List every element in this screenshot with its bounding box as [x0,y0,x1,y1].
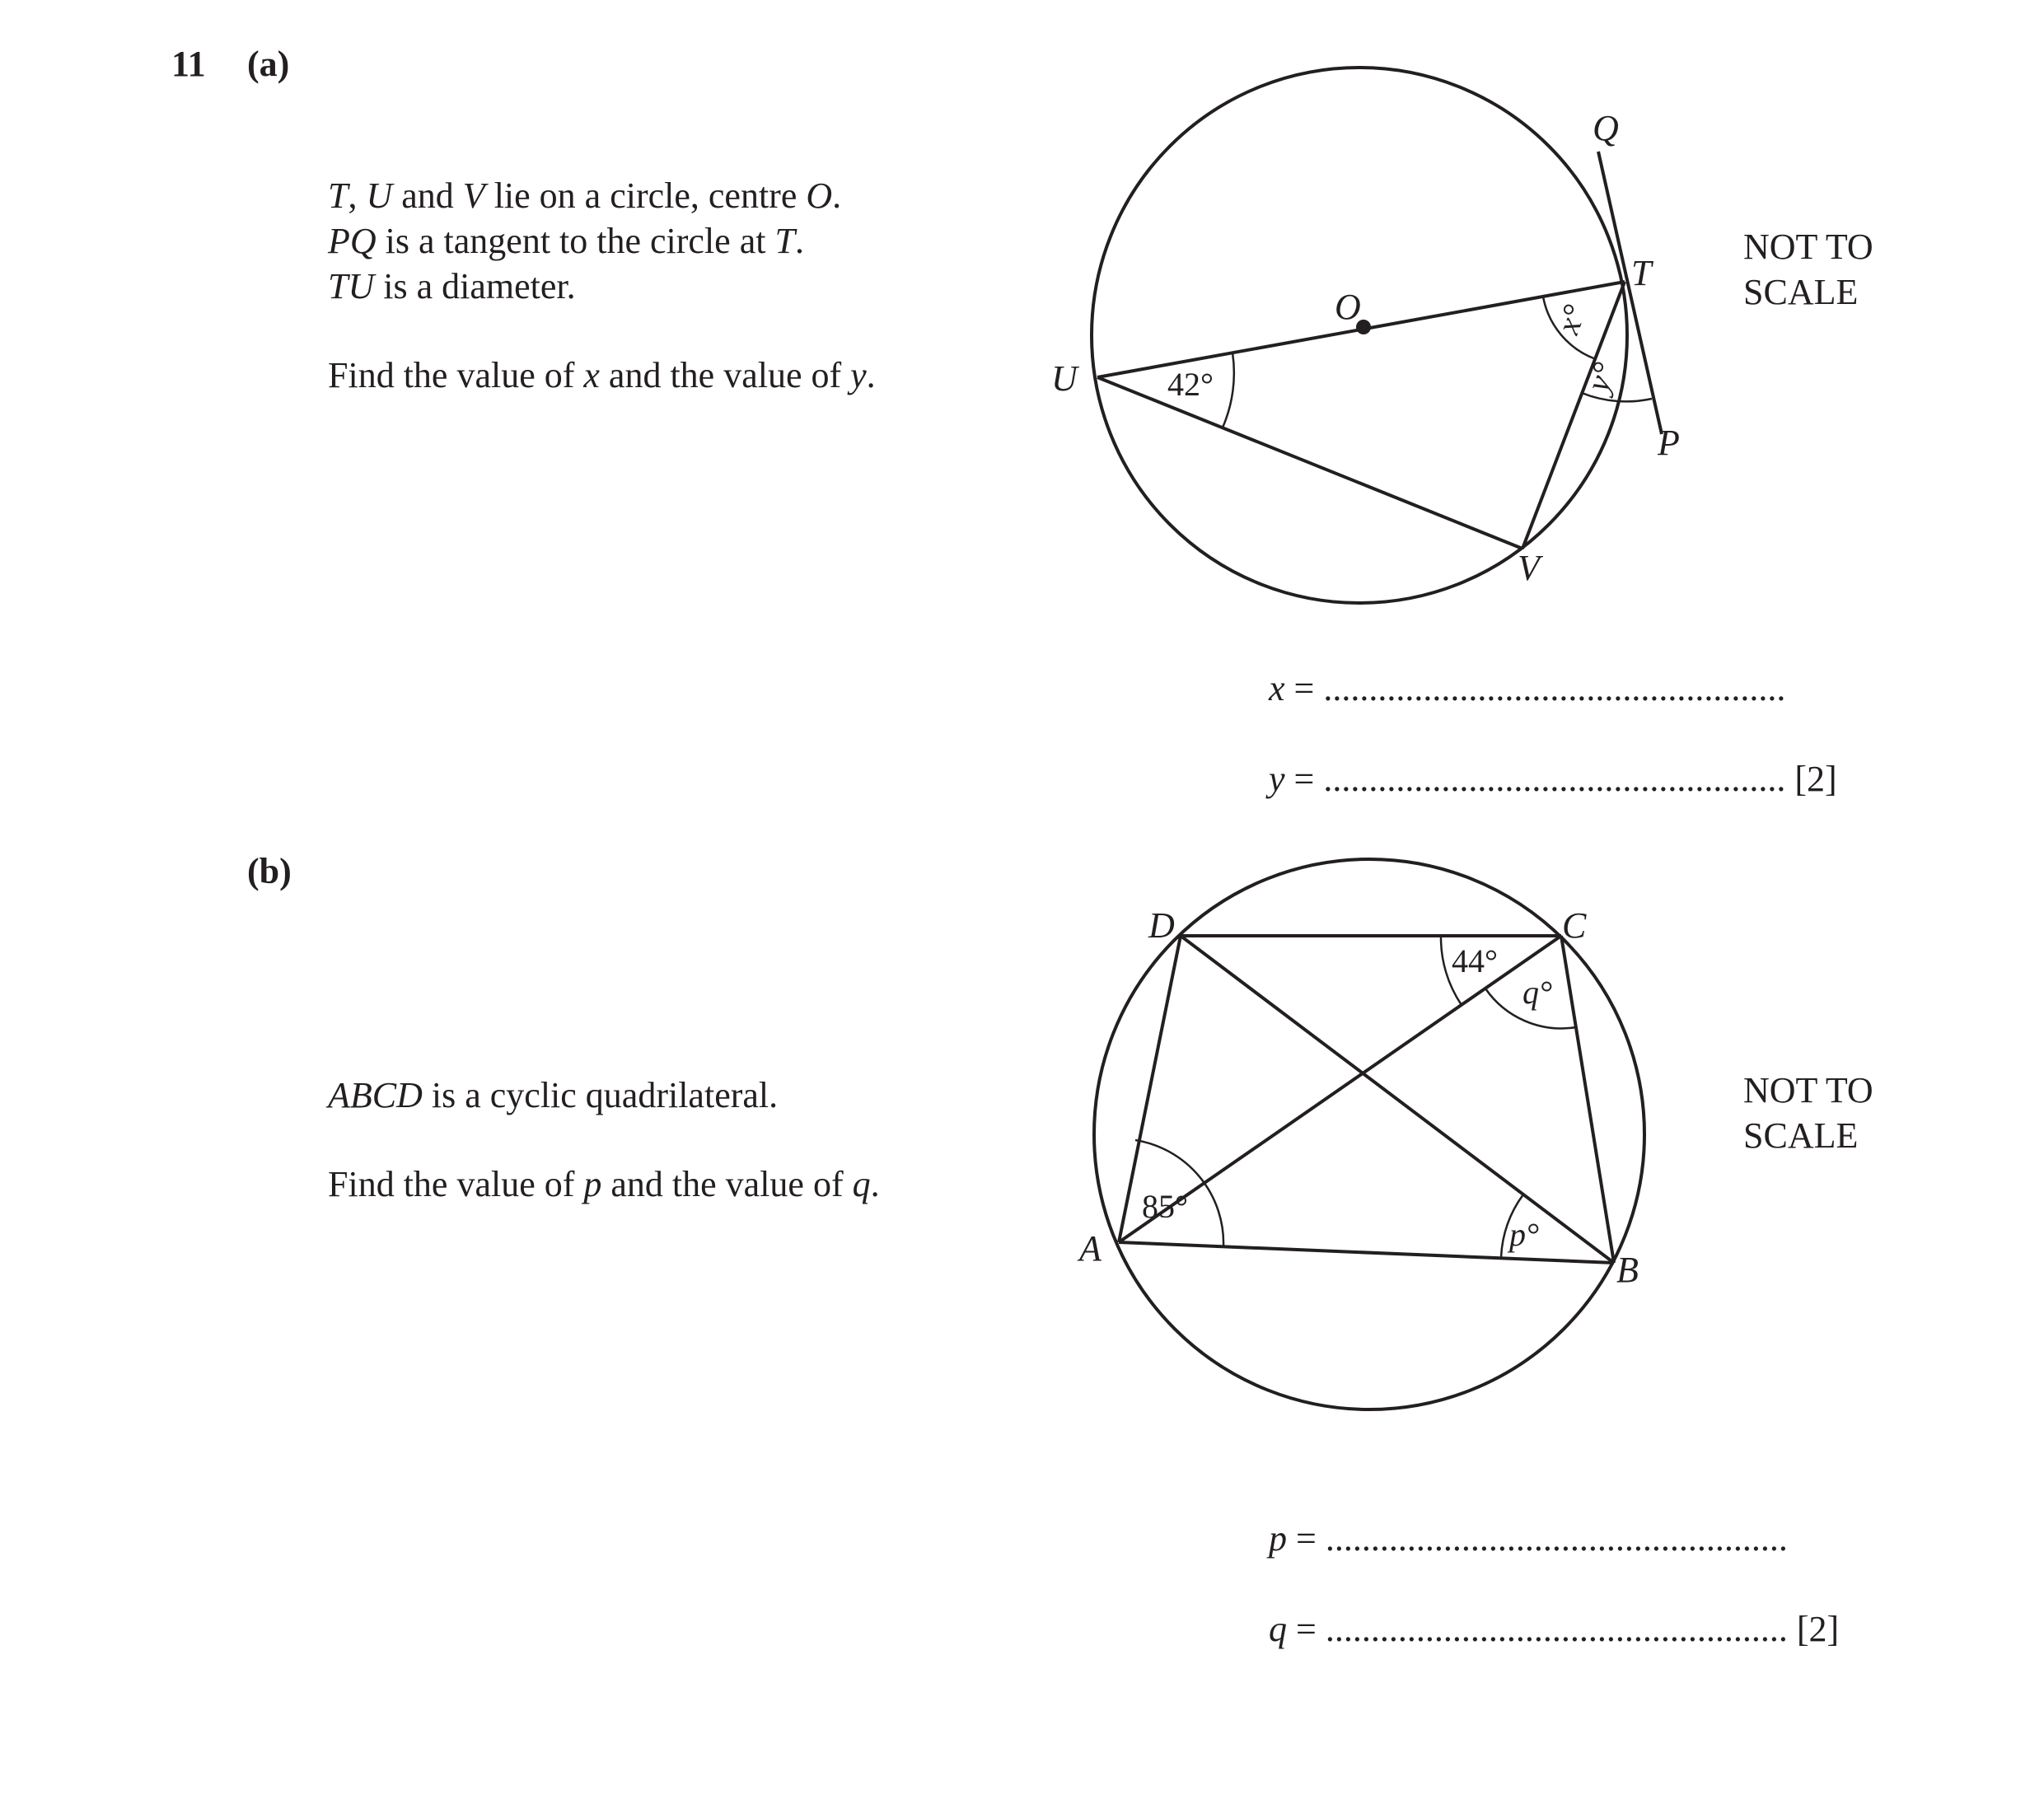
answer-y-var: y [1269,759,1285,799]
answer-x-dots[interactable]: ................................................... [1323,668,1786,708]
angle-x-label: x° [1549,299,1594,339]
part-b-not-to-scale: NOT TO SCALE [1743,1070,1873,1156]
answer-x-line[interactable]: x = ................................................... [1269,668,1786,708]
marks-b: [2] [1787,1609,1840,1649]
answer-p-line[interactable]: p = ................................................... [1269,1518,1788,1559]
label-c: C [1562,905,1587,946]
part-b-label: (b) [247,851,292,891]
label-p: P [1658,423,1680,463]
part-a-not-to-scale: NOT TO SCALE [1743,227,1873,312]
question-number: 11 [171,44,206,84]
answer-q-line[interactable]: q = ................................................... [2] [1269,1609,1840,1649]
label-b: B [1616,1250,1639,1290]
answer-y-dots[interactable]: ................................................... [1323,759,1786,799]
angle-u-label: 42° [1167,366,1214,403]
part-a-statement: T, U and V lie on a circle, centre O. PQ is a tangent to the circle at T. TU is a diameter. [328,175,842,306]
part-b-statement: ABCD is a cyclic quadrilateral. [328,1075,779,1115]
label-v: V [1518,548,1540,588]
answer-q-dots[interactable]: ................................................... [1325,1609,1788,1649]
side-cb [1561,936,1614,1263]
label-o: O [1335,287,1361,327]
part-b-instruction: Find the value of p and the value of q. [328,1164,880,1204]
answer-p-var: p [1269,1518,1287,1559]
angle-a-label: 85° [1142,1188,1188,1225]
label-u: U [1051,358,1078,399]
answer-x-var: x [1269,668,1285,708]
angle-p-label: p° [1509,1216,1539,1253]
marks-a: [2] [1785,759,1837,799]
label-q: Q [1593,108,1619,148]
part-a-instruction: Find the value of x and the value of y. [328,355,876,395]
label-t: T [1631,253,1652,293]
angle-c-44-label: 44° [1452,942,1498,979]
side-ba [1119,1242,1614,1263]
answer-q-var: q [1269,1609,1287,1649]
angle-q-label: q° [1522,974,1552,1011]
part-a-label: (a) [247,44,290,84]
answer-p-dots[interactable]: ................................................... [1325,1518,1788,1559]
angle-y-label: y° [1579,357,1624,397]
label-a: A [1079,1228,1102,1269]
label-d: D [1148,905,1175,946]
answer-y-line[interactable]: y = ................................................... [2] [1269,759,1837,799]
